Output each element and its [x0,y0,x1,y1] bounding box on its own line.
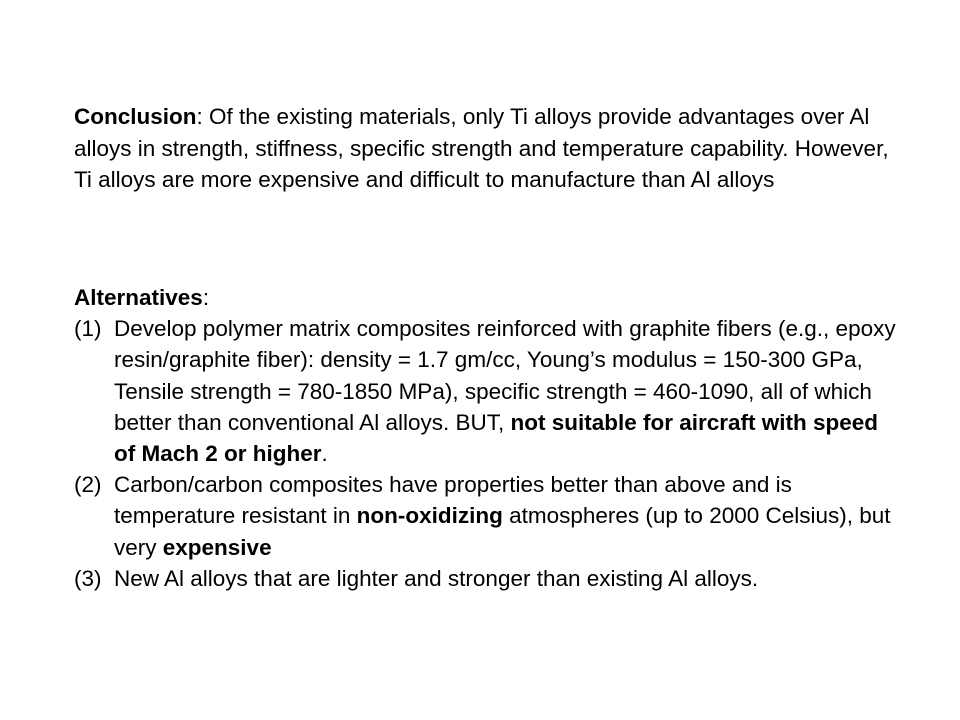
list-item-bold-part: not suitable for aircraft with speed of Mach 2 or higher [114,409,879,467]
list-item-number: (1) [74,316,102,342]
alternatives-section [74,282,904,594]
conclusion-colon: : [196,104,203,129]
list-item-text-part: . [321,441,328,467]
list-item [74,469,904,563]
list-item-text-part: Develop polymer matrix composites reinforced with graphite fibers (e.g., epoxy resin/graphite fiber): density = 1.7 gm/cc, Young’s modulus = 150-300 GPa, Tensile strength = 780-1850 MPa), specific strength = 460-1090, all of which better than conventional Al alloys. BUT, [114,316,896,435]
list-item [74,313,904,469]
alternatives-heading: Alternatives [74,285,203,310]
alternatives-colon: : [202,285,210,310]
alternatives-list [74,313,904,594]
list-item [74,563,904,594]
list-item-text [114,563,904,594]
list-item-text-part: Carbon/carbon composites have properties better than above and is temperature resistant in [114,472,792,529]
list-item-text-part: New Al alloys that are lighter and stronger than existing Al alloys. [114,565,759,591]
list-item-text-part: atmospheres (up to 2000 Celsius), but very [114,503,891,560]
conclusion-heading: Conclusion [74,104,197,129]
conclusion-text: Of the existing materials, only Ti alloys provide advantages over Al alloys in strength, stiffness, specific strength and temperature capability. However, Ti alloys are more expensive and difficult to manufacture than Al alloys [74,104,889,192]
list-item-bold-part: expensive [162,534,272,560]
list-item-text [114,313,904,469]
conclusion-paragraph [74,101,894,196]
list-item-text [114,469,904,563]
alternatives-heading-line [74,282,904,313]
list-item-bold-part: non-oxidizing [356,503,503,529]
list-item-number: (2) [74,472,102,498]
list-item-number: (3) [74,565,102,591]
